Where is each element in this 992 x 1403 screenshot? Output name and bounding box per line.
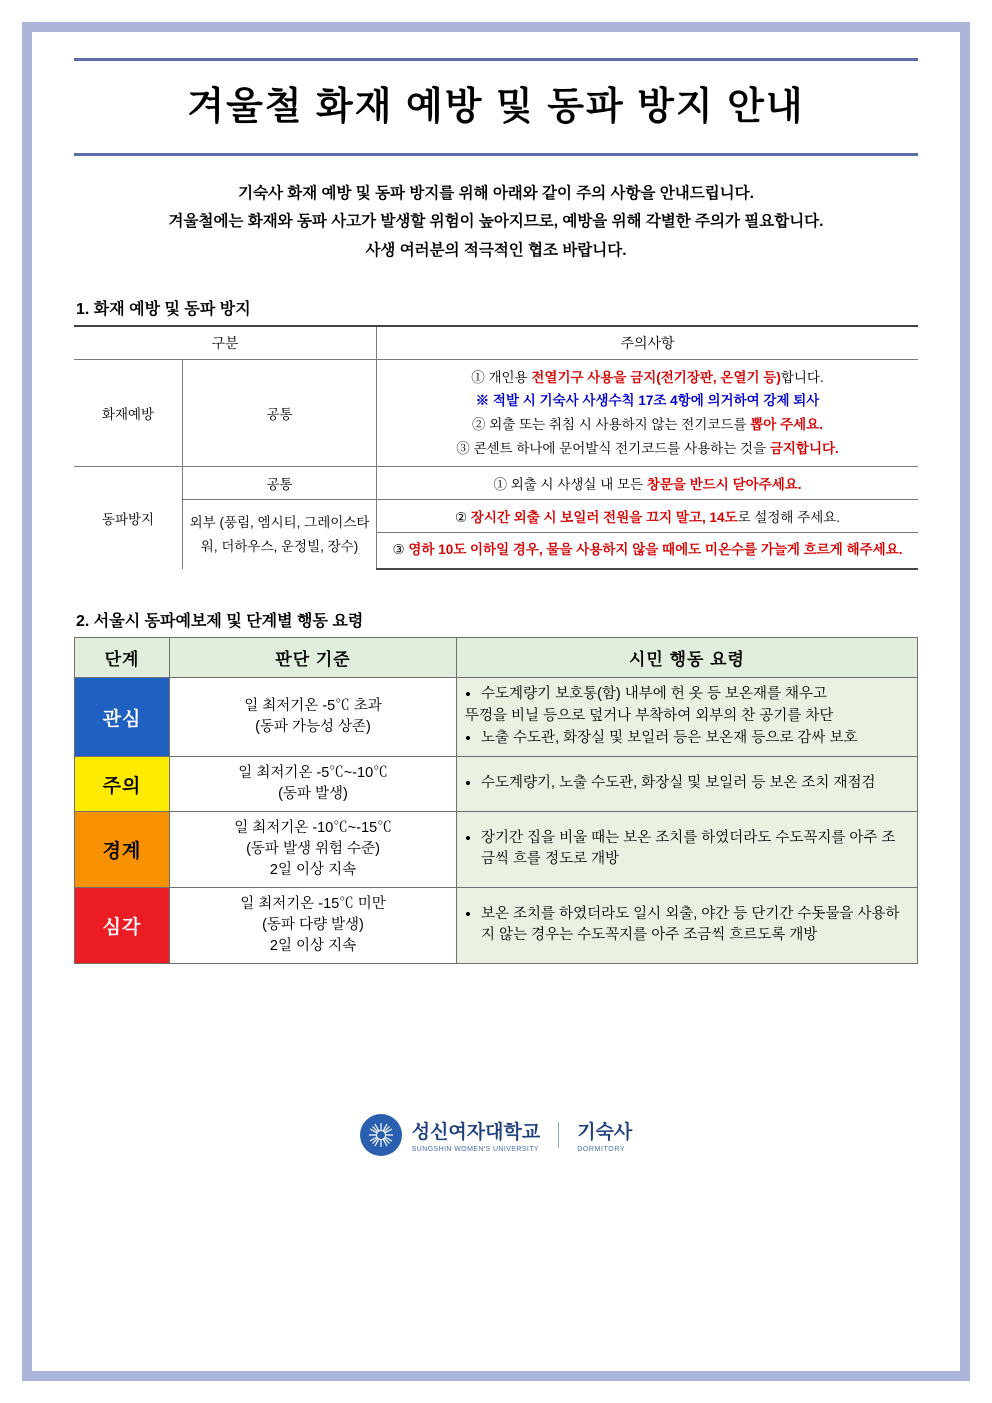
action-item: • 노출 수도관, 화장실 및 보일러 등은 보온재 등으로 감싸 보호 (481, 728, 909, 749)
intro-paragraph (74, 180, 918, 266)
criteria-cell-1 (170, 678, 457, 757)
title-rule-bottom (74, 153, 918, 156)
fire-note-3-prefix: ② 외출 또는 취침 시 사용하지 않는 전기코드를 (472, 417, 751, 433)
freeze-note-row-2 (377, 500, 919, 533)
fire-note-line-3 (381, 413, 914, 437)
header-action: 시민 행동 요령 (457, 638, 918, 678)
fire-note-4-prefix: ③ 콘센트 하나에 문어발식 전기코드를 사용하는 것을 (456, 440, 770, 456)
fire-note-3-highlight: 뽑아 주세요. (750, 417, 823, 433)
logo-unit-ko: 기숙사 (577, 1122, 633, 1144)
university-logo (360, 1114, 633, 1156)
criteria-3-line-2: (동파 발생 위험 수준) (246, 841, 380, 858)
action-item: • 장기간 집을 비울 때는 보온 조치를 하였더라도 수도꼭지를 아주 조금씩 흐를 정도로 개방 (481, 828, 909, 870)
row-label-fire: 화재예방 (74, 359, 183, 467)
level-badge-3: 경계 (75, 812, 170, 888)
header-criteria: 판단 기준 (170, 638, 457, 678)
fire-note-1-suffix: 합니다. (780, 369, 824, 385)
criteria-4-line-3: 2일 이상 지속 (269, 938, 357, 955)
table-row (74, 359, 918, 467)
table-header-row (74, 326, 918, 360)
section1-heading: 1. 화재 예방 및 동파 방지 (76, 300, 251, 318)
row-sub-fire-common: 공통 (183, 359, 377, 467)
freeze-note-row-3 (377, 533, 919, 569)
level-badge-2: 주의 (75, 757, 170, 812)
row-sub-freeze-common: 공통 (183, 467, 377, 500)
freeze-note-row-1 (377, 467, 919, 500)
criteria-4-line-2: (동파 다량 발생) (262, 917, 364, 934)
table-row (75, 757, 918, 812)
logo-text-block (412, 1117, 540, 1153)
freeze-note-3-prefix: ③ (392, 542, 409, 558)
action-cell-4 (457, 888, 918, 964)
table-row (74, 500, 918, 533)
footer (74, 1114, 918, 1156)
page-title: 겨울철 화재 예방 및 동파 방지 안내 (187, 86, 805, 128)
action-cell-3 (457, 812, 918, 888)
table-row (75, 888, 918, 964)
criteria-cell-4 (170, 888, 457, 964)
page-inner (62, 58, 930, 1369)
intro-line-3: 사생 여러분의 적극적인 협조 바랍니다. (365, 242, 627, 260)
level-badge-4: 심각 (75, 888, 170, 964)
freeze-forecast-table (74, 637, 918, 964)
criteria-2-line-1: 일 최저기온 -5℃~-10℃ (238, 765, 388, 782)
row-label-freeze: 동파방지 (74, 467, 183, 569)
action-cell-2 (457, 757, 918, 812)
freeze-note-1-highlight: 창문을 반드시 닫아주세요. (646, 477, 802, 493)
criteria-cell-3 (170, 812, 457, 888)
header-notes: 주의사항 (377, 326, 919, 360)
table-header-row (75, 638, 918, 678)
fire-note-line-2: ※ 적발 시 기숙사 사생수칙 17조 4항에 의거하여 강제 퇴사 (475, 393, 820, 409)
table-row (75, 678, 918, 757)
fire-prevention-table (74, 325, 918, 570)
logo-name-en: SUNGSHIN WOMEN'S UNIVERSITY (411, 1146, 539, 1154)
intro-line-2: 겨울철에는 화재와 동파 사고가 발생할 위험이 높아지므로, 예방을 위해 각별한 주의가 필요합니다. (168, 213, 824, 231)
freeze-note-1-prefix: ① 외출 시 사생실 내 모든 (493, 477, 647, 493)
row-sub-freeze-external: 외부 (풍림, 엠시티, 그레이스타워, 더하우스, 운정빌, 장수) (183, 500, 377, 569)
criteria-1-line-2: (동파 가능성 상존) (255, 719, 371, 736)
action-cell-1 (457, 678, 918, 757)
action-item: 뚜껑을 비닐 등으로 덮거나 부착하여 외부의 찬 공기를 차단 (465, 708, 834, 725)
table-row (74, 467, 918, 500)
freeze-note-2-suffix: 로 설정해 주세요. (737, 510, 841, 526)
criteria-2-line-2: (동파 발생) (278, 786, 348, 803)
section2-heading: 2. 서울시 동파예보제 및 단계별 행동 요령 (76, 613, 364, 631)
criteria-3-line-3: 2일 이상 지속 (269, 862, 357, 879)
logo-unit-block (577, 1117, 632, 1153)
fire-note-4-highlight: 금지합니다. (769, 440, 839, 456)
logo-divider (558, 1122, 559, 1148)
freeze-note-3-highlight: 영하 10도 이하일 경우, 물을 사용하지 않을 때에도 미온수를 가늘게 흐르게 해주세요. (408, 542, 903, 558)
action-item: • 수도계량기 보호통(함) 내부에 헌 옷 등 보온재를 채우고 (481, 684, 909, 705)
intro-line-1: 기숙사 화재 예방 및 동파 방지를 위해 아래와 같이 주의 사항을 안내드립니다. (238, 184, 754, 202)
fire-note-1-highlight: 전열기구 사용을 금지(전기장판, 온열기 등) (531, 369, 781, 385)
page-frame (22, 22, 970, 1381)
fire-note-line-4 (381, 437, 914, 461)
emblem-icon (360, 1114, 402, 1156)
fire-notes-cell (377, 359, 919, 467)
criteria-4-line-1: 일 최저기온 -15℃ 미만 (240, 896, 386, 913)
logo-name-ko: 성신여자대학교 (411, 1122, 541, 1144)
criteria-3-line-1: 일 최저기온 -10℃~-15℃ (234, 820, 392, 837)
freeze-note-2-highlight: 장시간 외출 시 보일러 전원을 끄지 말고, 14도 (470, 510, 738, 526)
fire-note-line-1 (381, 366, 914, 390)
header-level: 단계 (75, 638, 170, 678)
action-item: • 수도계량기, 노출 수도관, 화장실 및 보일러 등 보온 조치 재점검 (481, 773, 909, 794)
level-badge-1: 관심 (75, 678, 170, 757)
header-category: 구분 (74, 326, 377, 360)
criteria-cell-2 (170, 757, 457, 812)
criteria-1-line-1: 일 최저기온 -5℃ 초과 (244, 698, 382, 715)
logo-unit-en: DORMITORY (577, 1146, 626, 1154)
table-row (75, 812, 918, 888)
fire-note-1-prefix: ① 개인용 (471, 369, 532, 385)
freeze-note-2-prefix: ② (454, 510, 471, 526)
action-item: • 보온 조치를 하였더라도 일시 외출, 야간 등 단기간 수돗물을 사용하지 않는 경우는 수도꼭지를 아주 조금씩 흐르도록 개방 (481, 904, 909, 946)
